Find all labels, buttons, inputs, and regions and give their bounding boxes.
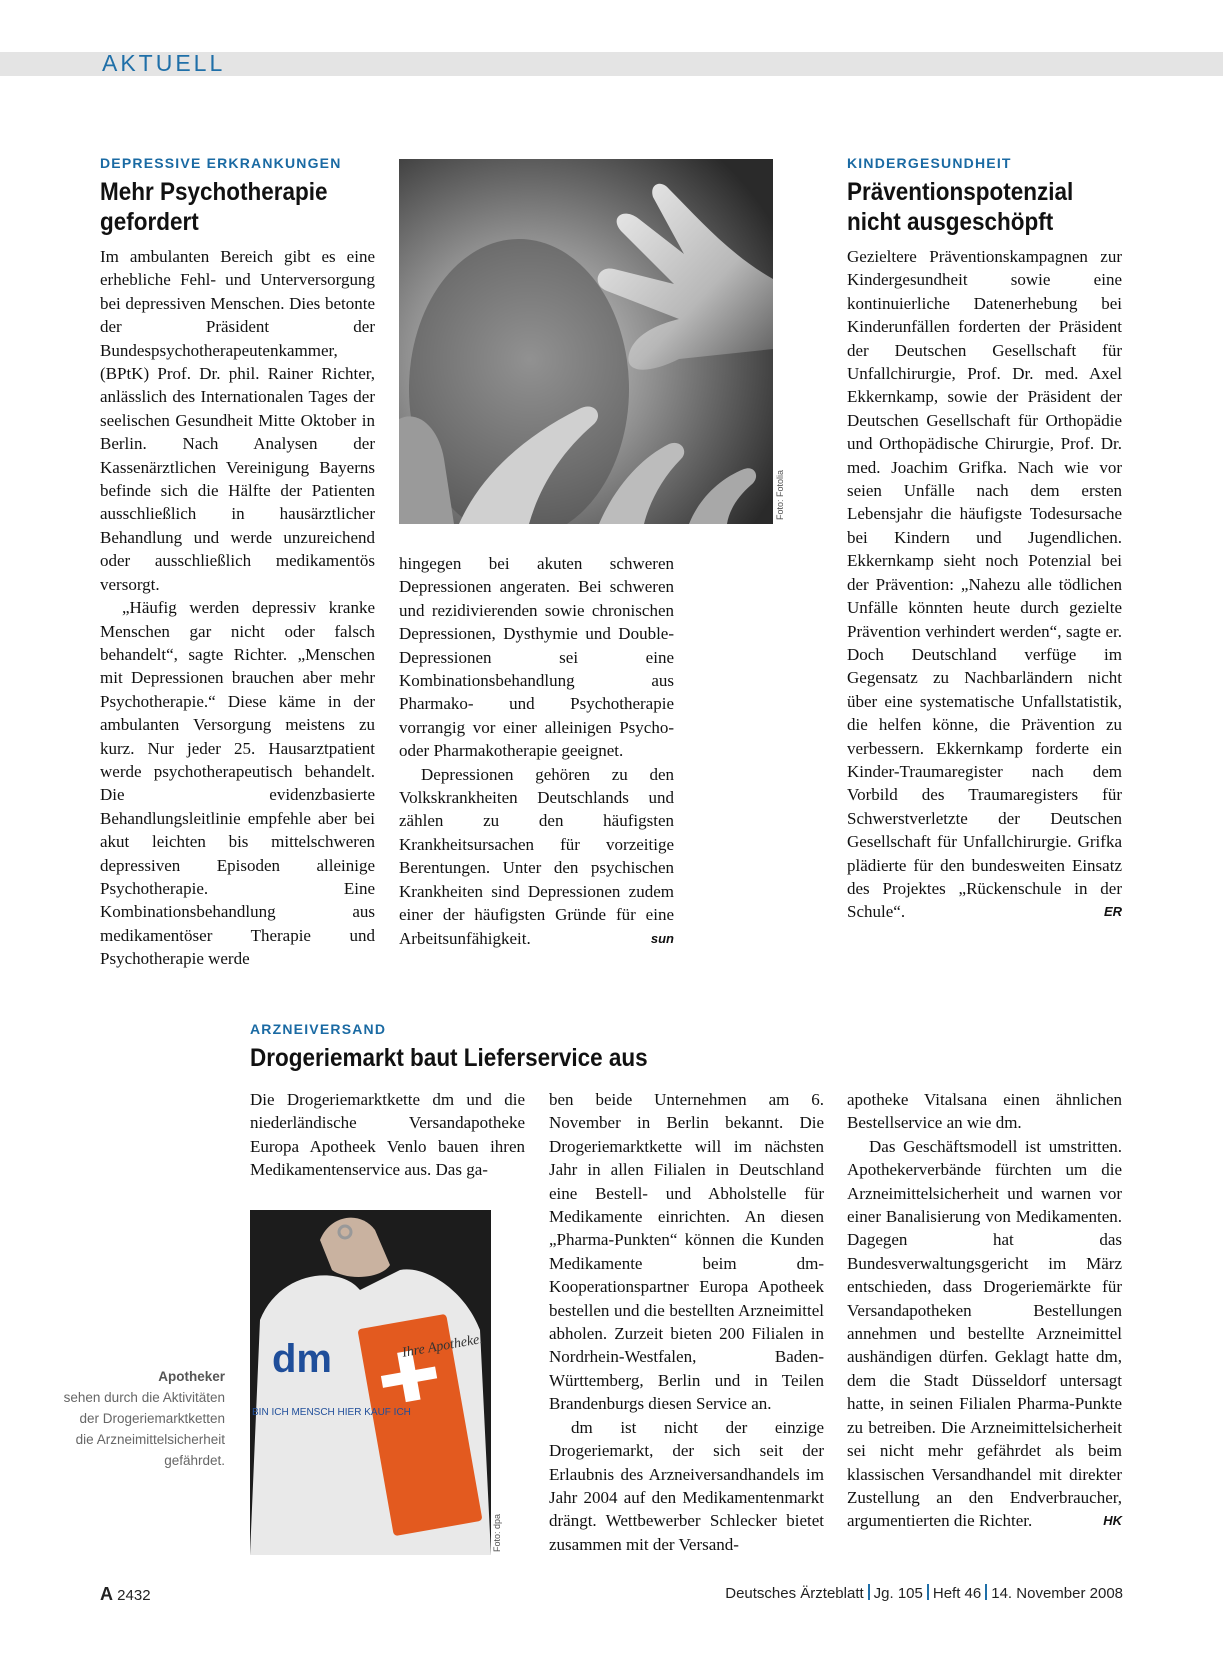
page-number-value: 2432	[117, 1587, 151, 1604]
divider	[868, 1584, 870, 1600]
journal-date: 14. November 2008	[991, 1585, 1123, 1602]
paragraph: „Häufig werden depressiv kranke Menschen gar nicht oder falsch behandelt“, sagte Richter. „Menschen mit Depressionen brauchen aber mehr Psychotherapie.“ Diese käme in der ambulanten Versorgung meistens zu kurz. Nur jeder 25. Hausarztpatient werde psychotherapeutisch behandelt. Die evidenzbasierte Behandlungsleitlinie empfehle aber bei akut leichten bis mittelschweren depressiven Episoden alleinige Psychotherapie. Eine Kombinationsbehandlung aus medikamentöser Therapie und Psychotherapie werde	[100, 598, 375, 969]
article3-headline: Drogeriemarkt baut Lieferservice aus	[250, 1044, 648, 1072]
divider	[927, 1584, 929, 1600]
page-prefix: A	[100, 1584, 113, 1604]
photo-credit: Foto: dpa	[492, 1513, 502, 1552]
author-signature: ER	[1103, 904, 1122, 920]
hands-photo	[399, 159, 773, 524]
shopping-bag-photo	[250, 1210, 491, 1555]
article1-kicker: DEPRESSIVE ERKRANKUNGEN	[100, 155, 342, 171]
journal-volume: Jg. 105	[873, 1585, 923, 1602]
article2-kicker: KINDERGESUNDHEIT	[847, 155, 1012, 171]
paragraph: hingegen bei akuten schweren Depressionen angeraten. Bei schweren und rezidivierenden sowie chronischen Depressionen, Dysthymie und Double-Depressionen sei eine Kombinationsbehandlung aus Pharmako- und Psychotherapie vorrangig vor einer alleinigen Psycho- oder Pharmakotherapie geeignet.	[399, 554, 674, 761]
article3-column-2	[549, 1088, 824, 1556]
article1-column-1	[100, 245, 375, 971]
paragraph: ben beide Unternehmen am 6. November in Berlin bekannt. Die Drogeriemarktkette will im nächsten Jahr in allen Filialen in Deutschland eine Bestell- und Abholstelle für Medikamente einrichten. An diesen „Pharma-Punkten“ können die Kunden Medikamente beim dm-Kooperationspartner Europa Apotheek bestellen und die bestellten Arzneimittel abholen. Zurzeit bieten 200 Filialen in Nordrhein-Westfalen, Baden-Württemberg, Berlin und in Teilen Brandenburgs diesen Service an.	[549, 1090, 824, 1414]
author-signature: HK	[1103, 1513, 1122, 1529]
article3-kicker: ARZNEIVERSAND	[250, 1021, 387, 1037]
article2-column-1	[847, 245, 1122, 924]
photo-caption	[60, 1366, 225, 1471]
paragraph	[847, 245, 1122, 924]
paragraph: Im ambulanten Bereich gibt es eine erhebliche Fehl- und Unterversorgung bei depressiven Menschen. Dies betonte der Präsident der Bundespsychotherapeutenkammer, (BPtK) Prof. Dr. phil. Rainer Richter, anlässlich des Internationalen Tages der seelischen Gesundheit Mitte Oktober in Berlin. Nach Analysen der Kassenärztlichen Vereinigung Bayerns befinde sich die Hälfte der Patienten ausschließlich in hausärztlicher Behandlung und werde unzureichend oder ausschließlich medikamentös versorgt.	[100, 247, 375, 594]
paragraph	[399, 763, 674, 950]
section-label: AKTUELL	[102, 50, 226, 76]
article1-column-2	[399, 552, 674, 950]
bag2-text: Ihre Apotheke.	[401, 1331, 485, 1361]
caption-text: sehen durch die Aktivitäten der Drogeriemarktketten die Arzneimittelsicherheit gefährdet.	[63, 1390, 225, 1468]
paragraph-text: Das Geschäftsmodell ist umstritten. Apothekerverbände fürchten um die Arzneimittelsicherheit und warnen vor einer Banalisierung von Medikamenten. Dagegen hat das Bundesverwaltungsgericht im März entschieden, dass Drogeriemärkte für Versandapotheken Bestellungen annehmen und bestellte Arzneimittel aushändigen dürfen. Geklagt hatte dm, dem die Stadt Düsseldorf untersagt hatte, in seinen Filialen Pharma-Punkte zu betreiben. Die Arzneimittelsicherheit sei nicht mehr gefährdet als beim klassischen Versandhandel mit direkter Zustellung an den Endverbraucher, argumentierten die Richter.	[847, 1136, 1122, 1531]
paragraph-text: Gezieltere Präventionskampagnen zur Kindergesundheit sowie eine kontinuierliche Datenerhebung bei Kinderunfällen forderten der Präsident der Deutschen Gesellschaft für Unfallchirurgie, Prof. Dr. med. Axel Ekkernkamp, sowie der Präsident der Deutschen Gesellschaft für Orthopädie und Orthopädische Chirurgie, Prof. Dr. med. Joachim Grifka. Nach wie vor seien Unfälle nach dem ersten Lebensjahr die häufigste Todesursache bei Kindern und Jugendlichen. Ekkernkamp sieht noch Potenzial bei der Prävention: „Nahezu alle tödlichen Unfälle könnten heute durch gezielte Prävention verhindert werden“, sagte er. Doch Deutschland verfüge im Gegensatz zu Nachbarländern nicht über eine systematische Unfallstatistik, die helfen könne, die Prävention zu verbessern. Ekkernkamp forderte ein Kinder-Traumaregister nach dem Vorbild des Traumaregisters für Schwerstverletzte der Deutschen Gesellschaft für Unfallchirurgie. Grifka plädierte für den bundesweiten Einsatz des Projektes „Rückenschule in der Schule“.	[847, 247, 1122, 922]
article3-column-1	[250, 1088, 525, 1182]
paragraph: dm ist nicht der einzige Drogeriemarkt, der sich seit der Erlaubnis des Arzneiversandhandels im Jahr 2004 auf den Medikamentenmarkt drängt. Wettbewerber Schlecker bietet zusammen mit der Versand-	[549, 1417, 824, 1554]
paragraph: Die Drogeriemarktkette dm und die niederländische Versandapotheke Europa Apotheek Venlo bauen ihren Medikamentenservice aus. Das ga-	[250, 1090, 525, 1180]
caption-lead: Apotheker	[158, 1369, 225, 1384]
article1-headline: Mehr Psychotherapie gefordert	[100, 178, 328, 236]
photo-credit: Foto: Fotolia	[775, 469, 785, 520]
article2-headline: Präventionspotenzial nicht ausgeschöpft	[847, 178, 1074, 236]
hands-photo-image	[399, 159, 773, 524]
journal-issue: Heft 46	[932, 1585, 982, 1602]
journal-name: Deutsches Ärzteblatt	[725, 1585, 864, 1602]
divider	[985, 1584, 987, 1600]
author-signature: sun	[650, 930, 674, 946]
shopping-bag-image	[250, 1210, 491, 1555]
paragraph-text: Depressionen gehören zu den Volkskrankheiten Deutschlands und zählen zu den häufigsten Krankheitsursachen für vorzeitige Berentungen. Unter den psychischen Krankheiten sind Depressionen zudem einer der häufigsten Gründe für eine Arbeitsunfähigkeit.	[399, 764, 674, 948]
paragraph: apotheke Vitalsana einen ähnlichen Bestellservice an wie dm.	[847, 1090, 1122, 1133]
bag-slogan-text: BIN ICH MENSCH HIER KAUF ICH	[252, 1407, 411, 1418]
bag-logo-text: dm	[272, 1337, 332, 1381]
paragraph	[847, 1135, 1122, 1533]
article3-column-3	[847, 1088, 1122, 1533]
page-number	[100, 1584, 151, 1605]
journal-info	[725, 1584, 1123, 1602]
